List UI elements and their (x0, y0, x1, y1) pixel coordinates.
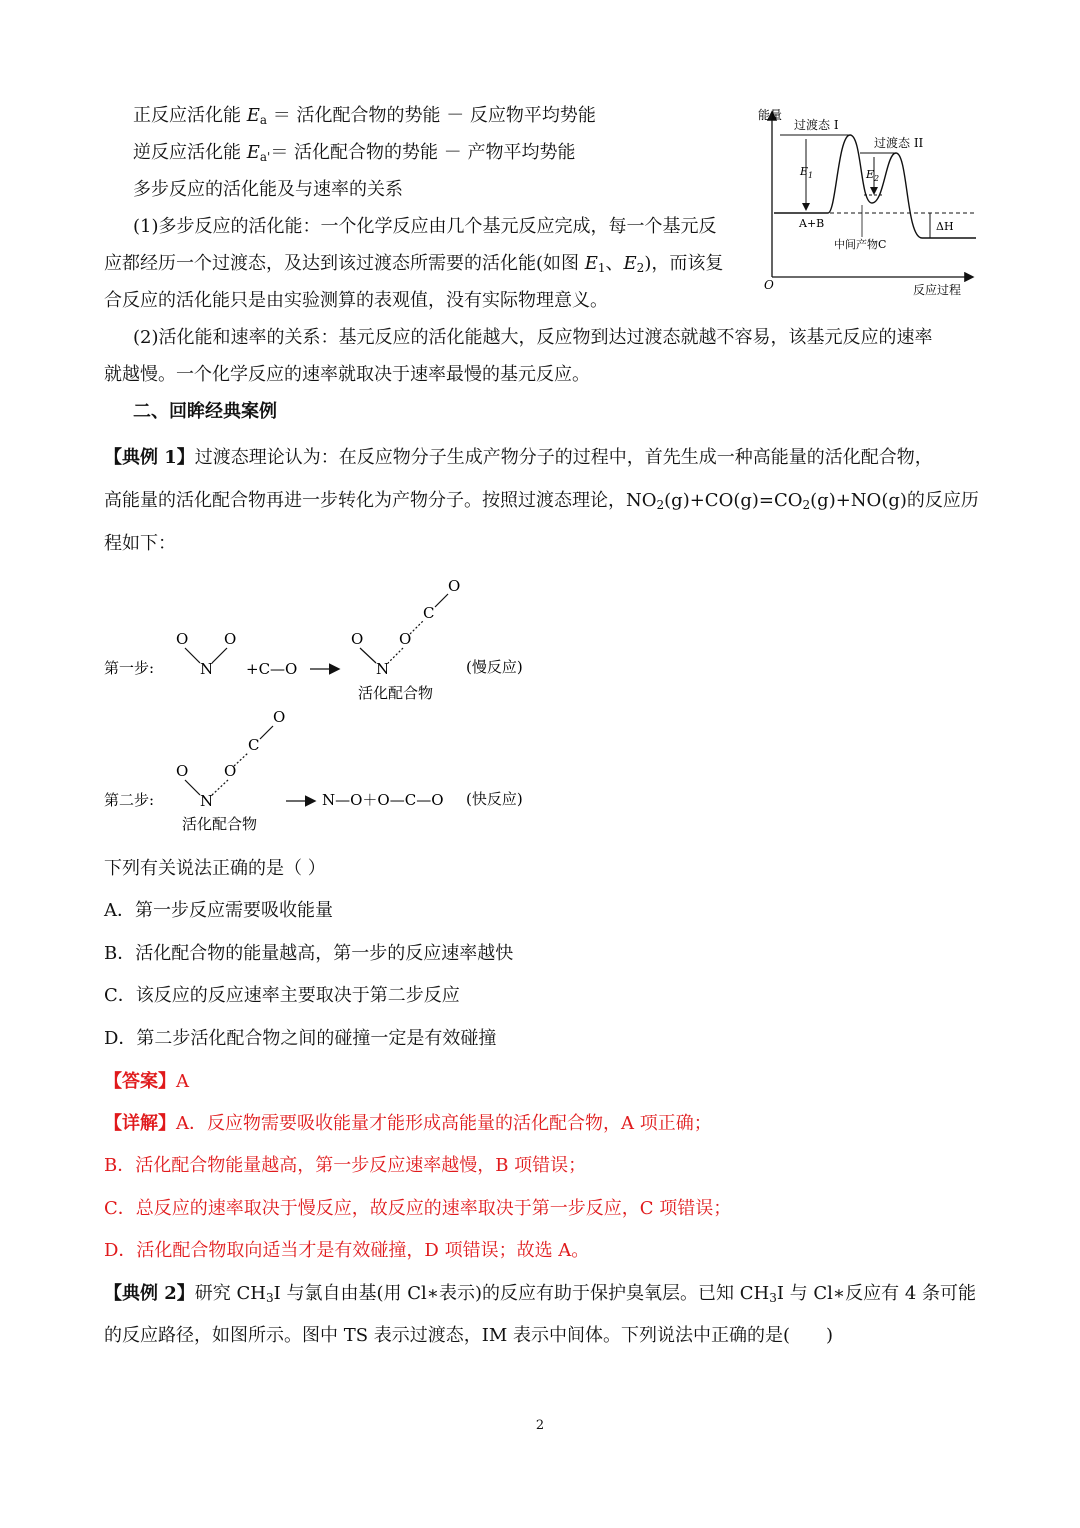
e2-label: $E_2$ (866, 168, 880, 183)
step2-complex-bond-right (212, 780, 228, 795)
step1-co-reactant: +C—O (246, 660, 298, 678)
detail1-line2: B．活化配合物能量越高，第一步反应速率越慢，B 项错误； (104, 1155, 587, 1176)
step2-products: N—O＋O—C—O (322, 791, 444, 809)
example1-line2: 高能量的活化配合物再进一步转化为产物分子。按照过渡态理论，$NO_2(g)+CO(g)=CO_2(g)+NO(g)$的反应历 (104, 490, 979, 512)
step1-complex-bond-co (435, 594, 448, 607)
page-number: 2 (535, 1418, 545, 1433)
step2-complex-o1: O (176, 762, 189, 780)
option1-a: A．第一步反应需要吸收能量 (104, 900, 333, 921)
step1-complex-c: C (423, 604, 435, 622)
answer1: 【答案】A (104, 1071, 189, 1092)
step1-slow-label: (慢反应) (466, 658, 523, 676)
y-axis-label: 能量 (758, 108, 783, 122)
detail1-tag: 【详解】 (104, 1113, 176, 1134)
step2-complex-bond-co (260, 726, 273, 739)
step1-complex-n: N (376, 660, 390, 678)
formula-forward-activation-energy: 正反应活化能 $E_a$ ＝ 活化配合物的势能 － 反应物平均势能 (133, 105, 596, 127)
para2-line1: (2)活化能和速率的关系：基元反应的活化能越大，反应物到达过渡态就越不容易，该基元反应的速率 (133, 327, 933, 348)
x-axis-label: 反应过程 (913, 283, 962, 297)
dh-label: ΔH (936, 220, 954, 233)
detail1-line3: C．总反应的速率取决于慢反应，故反应的速率取决于第一步反应，C 项错误； (104, 1198, 732, 1219)
step1-bond-left (185, 648, 200, 663)
section-heading: 二、回眸经典案例 (133, 401, 277, 422)
energy-profile-diagram (750, 105, 985, 300)
step1-complex-bond-right (388, 648, 403, 663)
step2-complex-o2: O (224, 762, 237, 780)
question1: 下列有关说法正确的是（ ） (104, 858, 326, 879)
detail1-line1: 【详解】A．反应物需要吸收能量才能形成高能量的活化配合物，A 项正确； (104, 1113, 712, 1134)
step1-complex-bond-oc (410, 621, 423, 634)
reactants-label: A+B (799, 217, 825, 230)
reaction-mechanism-diagram (100, 570, 540, 840)
answer1-tag: 【答案】 (104, 1071, 176, 1092)
example2-line1: 【典例 2】研究 $CH_3I$ 与氯自由基(用 Cl∗表示)的反应有助于保护臭氧层。已知 $CH_3I$ 与 Cl∗反应有 4 条可能 (104, 1283, 977, 1305)
para1-line2: 应都经历一个过渡态，及达到该过渡态所需要的活化能(如图 $E_1$、$E_2$)，而该复 (104, 253, 724, 275)
example1-line3: 程如下： (104, 533, 176, 554)
step1-complex-bond-left (360, 648, 376, 663)
step1-no2-n: N (200, 660, 214, 678)
detail1-line4: D．活化配合物取向适当才是有效碰撞，D 项错误；故选 A。 (104, 1240, 590, 1261)
formula-reverse-activation-energy: 逆反应活化能 $E_{a'}=$ 活化配合物的势能 － 产物平均势能 (133, 142, 576, 164)
para1-line1: (1)多步反应的活化能：一个化学反应由几个基元反应完成，每一个基元反 (133, 216, 717, 237)
step1-no2-o1: O (176, 630, 189, 648)
option1-b: B．活化配合物的能量越高，第一步的反应速率越快 (104, 943, 514, 964)
example2-tag: 【典例 2】 (104, 1283, 195, 1304)
example1-line1: 【典例 1】过渡态理论认为：在反应物分子生成产物分子的过程中，首先生成一种高能量的活化配合物， (104, 447, 933, 468)
step1-no2-o2: O (224, 630, 237, 648)
option1-c: C．该反应的反应速率主要取决于第二步反应 (104, 985, 460, 1006)
step2-label: 第二步: (104, 791, 155, 809)
step2-complex-o3: O (273, 708, 286, 726)
step1-bond-right (212, 648, 227, 663)
step1-complex-o1: O (351, 630, 364, 648)
para2-line2: 就越慢。一个化学反应的速率就取决于速率最慢的基元反应。 (104, 364, 590, 385)
step1-complex-o3: O (448, 577, 461, 595)
relation-title: 多步反应的活化能及与速率的关系 (133, 179, 403, 200)
option1-d: D．第二步活化配合物之间的碰撞一定是有效碰撞 (104, 1028, 497, 1049)
example1-tag: 【典例 1】 (104, 447, 195, 468)
step2-complex-c: C (248, 736, 260, 754)
step2-complex-bond-left (185, 780, 200, 795)
para1-line3: 合反应的活化能只是由实验测算的表观值，没有实际物理意义。 (104, 290, 608, 311)
e1-label: $E_1$ (800, 165, 814, 180)
step2-complex-n: N (200, 792, 214, 810)
step1-activated-complex-label: 活化配合物 (358, 684, 434, 702)
ts1-label: 过渡态 I (794, 118, 839, 132)
step2-activated-complex-label: 活化配合物 (182, 815, 258, 833)
step1-complex-o2: O (399, 630, 412, 648)
step2-fast-label: (快反应) (466, 790, 523, 808)
ts2-label: 过渡态 II (874, 136, 924, 150)
example2-line2: 的反应路径，如图所示。图中 TS 表示过渡态，IM 表示中间体。下列说法中正确的是( ) (104, 1325, 834, 1346)
step1-label: 第一步: (104, 659, 155, 677)
intermediate-label: 中间产物C (834, 238, 887, 251)
origin-label: O (764, 278, 774, 292)
